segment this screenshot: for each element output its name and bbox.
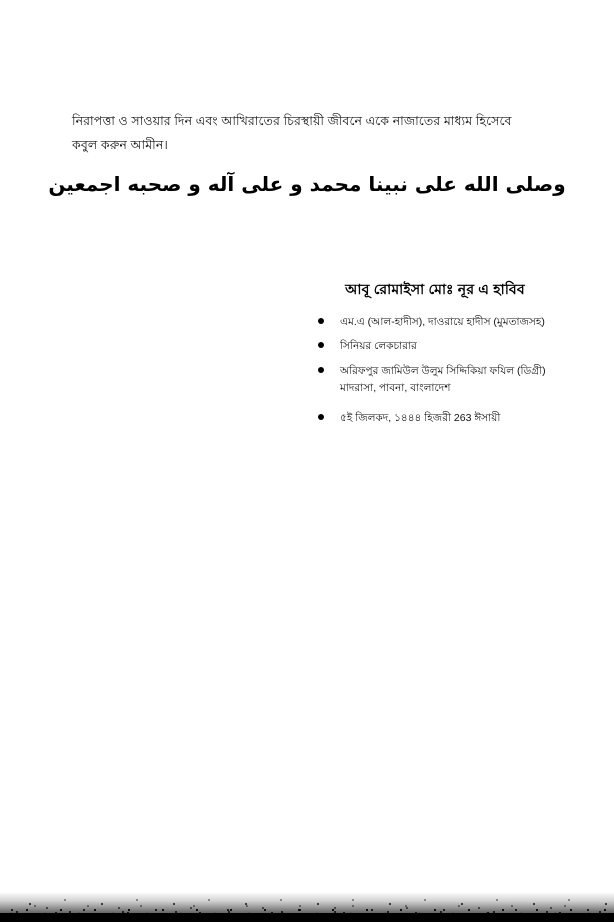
list-item <box>318 363 570 398</box>
credential-text: অরিফপুর জামিউল উলুম সিদ্দিকিয়া ফযিল (ডিগ্রী) মাদরাসা, পাবনা, বাংলাদেশ <box>340 364 546 394</box>
credential-text: সিনিয়র লেকচারার <box>340 340 417 353</box>
intro-paragraph: নিরাপত্তা ও সাওয়ার দিন এবং আখিরাতের চিরস্থায়ী জীবনে একে নাজাতের মাধ্যম হিসেবে কবুল করুন আমীন। <box>72 113 512 152</box>
bullet-icon <box>318 367 324 373</box>
author-credentials-list <box>300 314 570 428</box>
speckle-solid-edge <box>0 913 614 922</box>
credential-text: এম.এ (আল-হাদীস), দাওরায়ে হাদীস (মুমতাজসহ) <box>340 316 545 328</box>
author-block <box>300 278 570 435</box>
list-item <box>318 314 570 331</box>
bullet-icon <box>318 318 324 324</box>
bottom-speckle-decoration <box>0 860 614 922</box>
list-item <box>318 410 570 427</box>
credential-text: ৫ই জিলকদ, ১৪৪৪ হিজরী 263 ঈসায়ী <box>340 412 501 425</box>
bullet-icon <box>318 342 324 348</box>
list-item <box>318 338 570 355</box>
arabic-salawat-line: وصلى الله على نبينا محمد و على آله و صحبه اجمعين <box>48 172 566 196</box>
bullet-icon <box>318 414 324 420</box>
author-name: আবূ রোমাইসা মোঃ নূর এ হাবিব <box>345 281 525 297</box>
